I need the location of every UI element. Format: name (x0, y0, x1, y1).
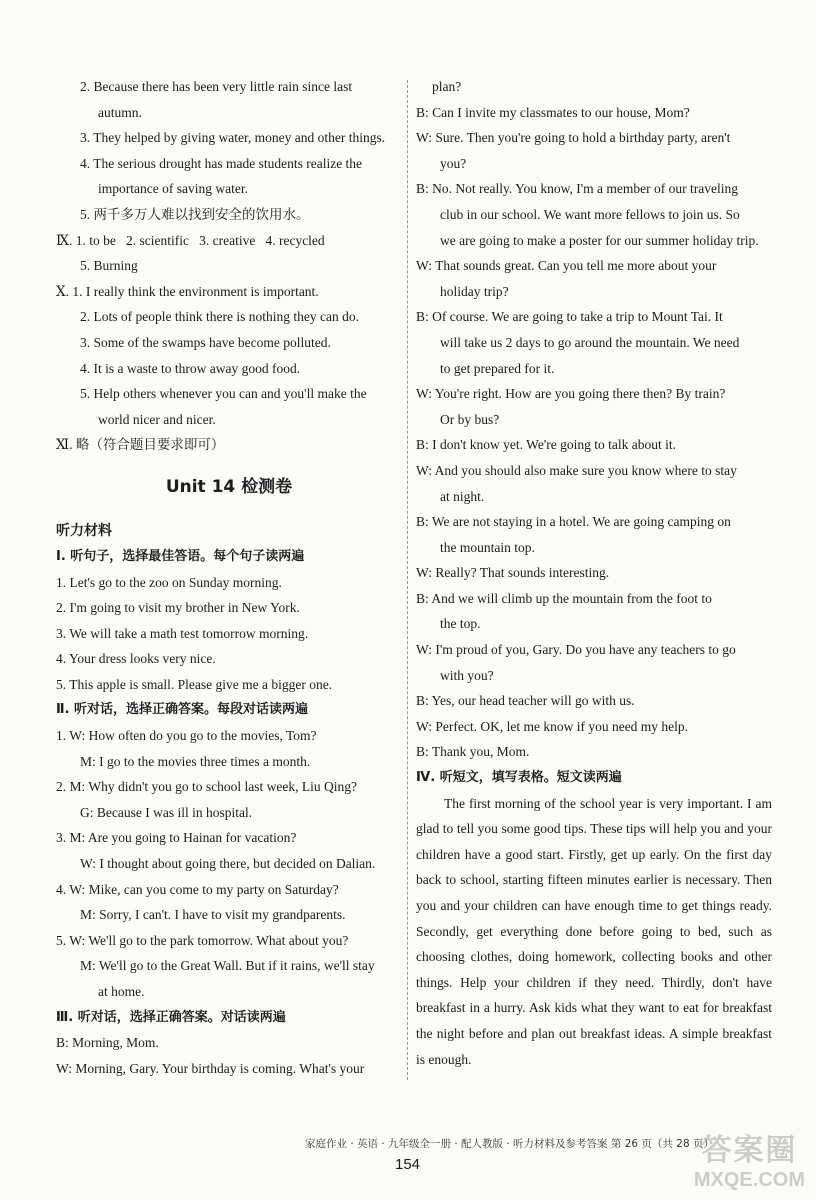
text-line: W: You're right. How are you going there then? By train? (416, 386, 726, 402)
right-column (416, 74, 772, 1072)
text-line: will take us 2 days to go around the mountain. We need (440, 334, 740, 350)
text-line: we are going to make a poster for our summer holiday trip. (440, 232, 759, 248)
text-line: world nicer and nicer. (98, 411, 216, 427)
text-line: B: I don't know yet. We're going to talk about it. (416, 437, 676, 453)
text-line: Ⅰ. 听句子，选择最佳答语。每个句子读两遍 (56, 548, 305, 564)
text-line: 2. M: Why didn't you go to school last week, Liu Qing? (56, 779, 358, 795)
text-line: 4. It is a waste to throw away good food. (80, 360, 301, 376)
unit-title: Unit 14 检测卷 (165, 476, 293, 497)
text-line: at home. (98, 984, 145, 999)
text-line: 2. Because there has been very little rain since last (80, 79, 353, 94)
text-line: 4. The serious drought has made students realize the (80, 155, 363, 171)
dialogue-lines (416, 74, 772, 791)
text-line: M: I go to the movies three times a month. (80, 753, 311, 769)
text-line: Ⅱ. 听对话，选择正确答案。每段对话读两遍 (56, 702, 309, 718)
text-line: B: We are not staying in a hotel. We are going camping on (416, 514, 731, 530)
text-line: Ⅹ. 1. I really think the environment is important. (56, 283, 319, 299)
text-line: 5. W: We'll go to the park tomorrow. What about you? (56, 932, 349, 948)
text-line: you? (440, 155, 467, 171)
answer-key-lines (56, 74, 402, 458)
text-line: M: Sorry, I can't. I have to visit my grandparents. (80, 907, 346, 923)
column-divider (407, 80, 409, 1080)
text-line: importance of saving water. (98, 181, 248, 197)
text-line: 3. M: Are you going to Hainan for vacation? (56, 830, 297, 846)
left-column (56, 74, 402, 1081)
text-line: Or by bus? (440, 411, 500, 427)
text-line: W: I'm proud of you, Gary. Do you have any teachers to go (416, 642, 736, 658)
text-line: W: Morning, Gary. Your birthday is coming. What's your (56, 1060, 365, 1076)
text-line: 5. This apple is small. Please give me a bigger one. (56, 676, 333, 692)
text-line: autumn. (98, 104, 142, 120)
text-line: B: And we will climb up the mountain from the foot to (416, 590, 712, 606)
text-line: 5. Help others whenever you can and you'll make the (80, 386, 367, 402)
text-line: W: And you should also make sure you know where to stay (416, 462, 737, 478)
text-line: M: We'll go to the Great Wall. But if it rains, we'll stay (80, 958, 375, 974)
text-line: 4. Your dress looks very nice. (56, 651, 216, 667)
text-line: 5. Burning (80, 258, 138, 274)
text-line: Ⅸ. 1. to be 2. scientific 3. creative 4. recycled (56, 232, 325, 248)
text-line: the mountain top. (440, 539, 535, 555)
text-line: 1. Let's go to the zoo on Sunday morning. (56, 574, 282, 590)
text-line: B: Of course. We are going to take a trip to Mount Tai. It (416, 309, 723, 325)
text-line: 2. I'm going to visit my brother in New York. (56, 600, 300, 616)
watermark-logo (694, 1125, 805, 1192)
text-line: the top. (440, 616, 481, 632)
text-line: with you? (440, 667, 494, 683)
text-line: club in our school. We want more fellows to join us. So (440, 206, 740, 222)
text-line: Ⅳ. 听短文，填写表格。短文读两遍 (416, 770, 622, 786)
text-line: W: That sounds great. Can you tell me more about your (416, 258, 717, 274)
text-line: 3. They helped by giving water, money and other things. (80, 130, 386, 146)
text-line: W: Sure. Then you're going to hold a birthday party, aren't (416, 130, 731, 146)
text-line: Ⅺ. 略（符合题目要求即可） (56, 437, 225, 453)
page-footer: 家庭作业 · 英语 · 九年级全一册 · 配人教版 · 听力材料及参考答案 第 26 页（共 28 页） (305, 1138, 714, 1150)
text-line: 4. W: Mike, can you come to my party on Saturday? (56, 881, 339, 897)
text-line: B: No. Not really. You know, I'm a member of our traveling (416, 181, 739, 197)
text-line: Ⅲ. 听对话，选择正确答案。对话读两遍 (56, 1009, 286, 1025)
listening-material-heading: 听力材料 (56, 522, 112, 539)
text-line: plan? (432, 79, 462, 94)
text-line: holiday trip? (440, 283, 509, 299)
text-line: 1. W: How often do you go to the movies, Tom? (56, 728, 317, 744)
text-line: 3. We will take a math test tomorrow morning. (56, 625, 309, 641)
page-number: 154 (395, 1156, 421, 1173)
text-line: at night. (440, 488, 485, 504)
text-line: B: Morning, Mom. (56, 1035, 159, 1051)
text-line: W: Really? That sounds interesting. (416, 565, 610, 581)
text-line: B: Can I invite my classmates to our house, Mom? (416, 104, 690, 120)
text-line: G: Because I was ill in hospital. (80, 804, 253, 820)
watermark-url: MXQE.COM (693, 1169, 805, 1191)
watermark-text: 答案圈 (701, 1133, 798, 1168)
text-line: W: Perfect. OK, let me know if you need my help. (416, 718, 689, 734)
listening-passage: The first morning of the school year is very important. I am glad to tell you some good tips. These tips will help you and your children have a good start. Firstly, get up early. On the first day back to school, starting fifteen minutes earlier is necessary. Then you and your children can have enough time to get things ready. Secondly, get everything done before going to bed, such as choosing clothes, doing homework, collecting books and other things. Help your children if they need. Thirdly, don't have breakfast in a hurry. Ask kids what they want to eat for breakfast the night before and plan out breakfast ideas. A simple breakfast is enough. (416, 795, 772, 1067)
text-line: B: Thank you, Mom. (416, 744, 530, 760)
listening-material-lines (56, 544, 402, 1081)
text-line: 2. Lots of people think there is nothing they can do. (80, 309, 359, 325)
text-line: W: I thought about going there, but decided on Dalian. (80, 856, 376, 872)
text-line: 3. Some of the swamps have become polluted. (80, 334, 331, 350)
text-line: to get prepared for it. (440, 360, 555, 376)
text-line: B: Yes, our head teacher will go with us. (416, 693, 635, 709)
text-line: 5. 两千多万人难以找到安全的饮用水。 (80, 206, 310, 222)
